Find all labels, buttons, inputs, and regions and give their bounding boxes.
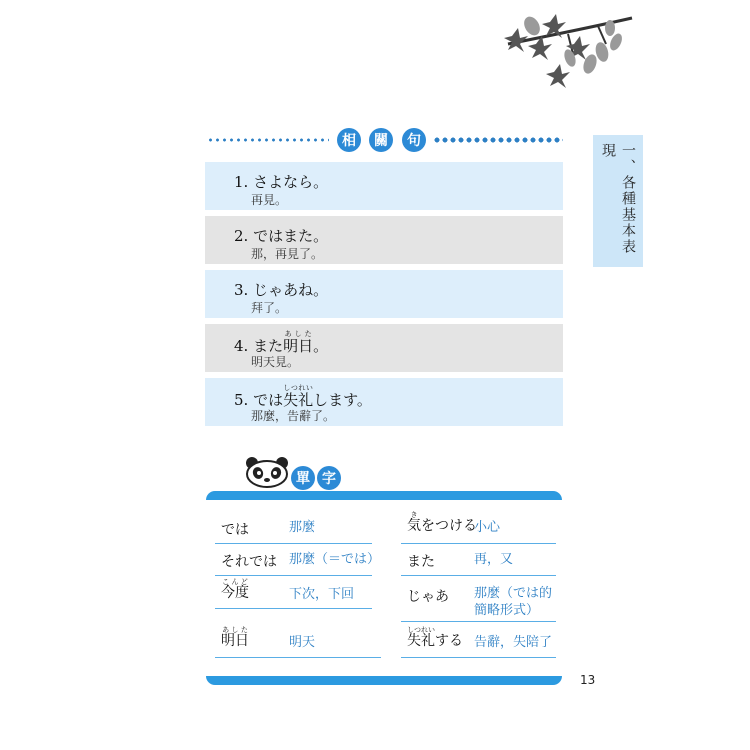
sentence-row <box>205 216 563 264</box>
related-title-char-2: 關 <box>369 128 393 152</box>
sentence-row <box>205 378 563 426</box>
vocab-divider <box>215 543 372 544</box>
sentence-japanese: 3. じゃあね。 <box>234 281 329 299</box>
vocab-title-char-2: 字 <box>317 466 341 490</box>
vocab-box <box>206 491 562 685</box>
vocab-box-top-bar <box>206 491 562 500</box>
chapter-side-tab <box>593 135 643 267</box>
chapter-side-tab-label: 一、各種基本表現 <box>600 143 636 255</box>
sentence-translation: 拜了。 <box>251 301 288 315</box>
vocab-meaning: 下次，下回 <box>289 587 355 602</box>
sentence-row <box>205 324 563 372</box>
vocab-meaning: 再，又 <box>474 552 514 567</box>
vocab-divider <box>401 575 556 576</box>
sentence-japanese: 2. ではまた。 <box>234 227 329 245</box>
vocab-divider <box>401 657 556 658</box>
panda-icon <box>244 456 290 488</box>
vocab-title <box>291 466 351 490</box>
page-number: 13 <box>580 673 596 687</box>
vocab-title-char-1: 單 <box>291 466 315 490</box>
vocab-word: じゃあ <box>407 589 449 605</box>
sentence-translation: 那麼，告辭了。 <box>251 409 336 423</box>
vocab-divider <box>401 621 556 622</box>
related-sentences-header <box>207 126 563 154</box>
dotted-rule-left <box>207 137 329 143</box>
dotted-rule-right <box>433 137 563 143</box>
vocab-word: 気きをつける <box>407 511 477 534</box>
sentence-row <box>205 270 563 318</box>
vocab-meaning: 明天 <box>289 635 316 650</box>
related-title-char-1: 相 <box>337 128 361 152</box>
vocab-meaning: 那麼（では的 簡略形式） <box>474 586 553 618</box>
vocab-meaning: 小心 <box>474 520 501 535</box>
sentence-translation: 再見。 <box>251 193 288 207</box>
vocab-word: 今度こんど <box>221 578 249 601</box>
vocab-meaning: 那麼（＝では） <box>289 552 381 567</box>
vocab-divider <box>401 543 556 544</box>
sentence-japanese: 1. さよなら。 <box>234 173 329 191</box>
sentence-japanese: 5. では失礼しつれいします。 <box>234 384 372 409</box>
related-title-char-3: 句 <box>402 128 426 152</box>
sentence-row <box>205 162 563 210</box>
sentence-translation: 那，再見了。 <box>251 247 324 261</box>
vocab-word: では <box>221 522 249 538</box>
sentence-translation: 明天見。 <box>251 355 300 369</box>
vocab-word: また <box>407 554 435 570</box>
vocab-word: 明日あした <box>221 626 249 649</box>
vocab-word: それでは <box>221 554 277 570</box>
vocab-word: 失礼しつれいする <box>407 626 463 649</box>
leaf-branch-decoration <box>498 14 638 94</box>
vocab-meaning: 那麼 <box>289 520 316 535</box>
vocab-meaning: 告辭，失陪了 <box>474 635 553 650</box>
sentence-japanese: 4. また明日あした。 <box>234 330 329 355</box>
vocab-divider <box>215 657 381 658</box>
vocab-box-bottom-bar <box>206 676 562 685</box>
vocab-divider <box>215 608 372 609</box>
vocab-divider <box>215 575 372 576</box>
